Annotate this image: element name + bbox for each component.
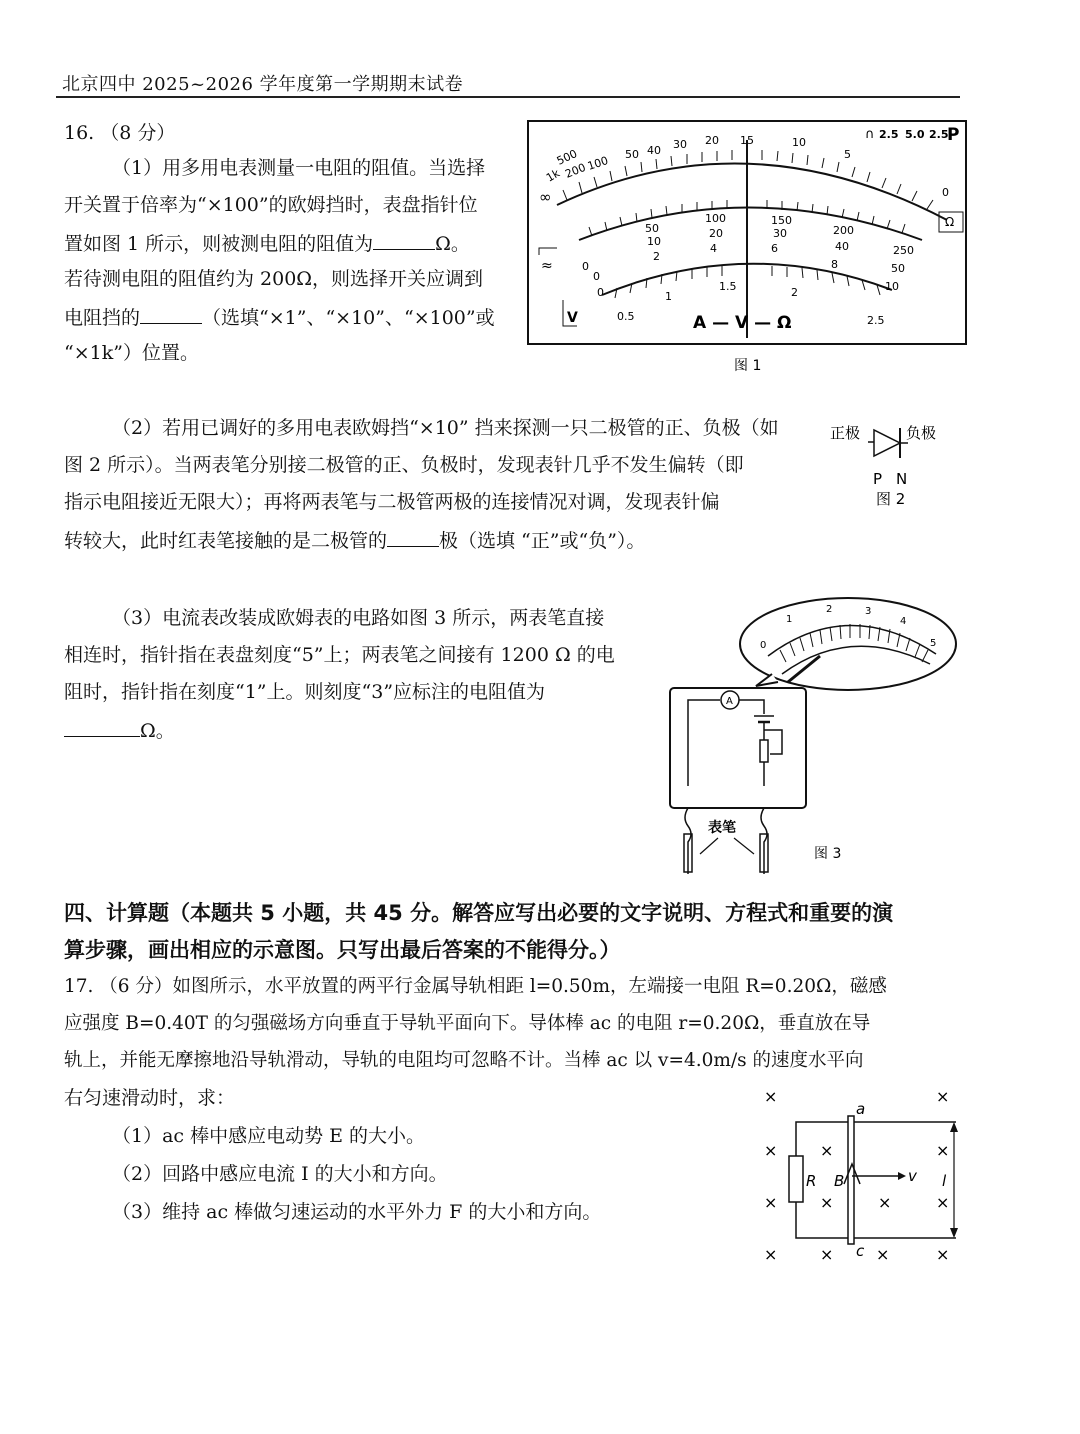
field-cross: ×	[820, 1141, 834, 1160]
page-header: 北京四中 2025~2026 学年度第一学期期末试卷	[62, 74, 464, 95]
dc-tick-label: 0	[582, 260, 589, 273]
field-cross: ×	[936, 1141, 950, 1160]
q17-item2: （2）回路中感应电流 I 的大小和方向。	[112, 1163, 448, 1185]
q17-line4: 右匀速滑动时，求：	[64, 1087, 236, 1109]
dc-tick-label3: 40	[835, 240, 849, 253]
q16-p2-line2: 图 2 所示）。当两表笔分别接二极管的正、负极时，发现表针几乎不发生偏转（即	[64, 454, 744, 476]
section-4-heading-line2: 算步骤，画出相应的示意图。只写出最后答案的不能得分。）	[64, 938, 621, 962]
label-c: c	[856, 1242, 865, 1260]
dc-tick-label: 100	[705, 212, 726, 225]
dial-scale-label: 3	[865, 606, 872, 617]
range-label: P	[947, 125, 960, 145]
figure-3-caption: 图 3	[814, 846, 842, 862]
dc-tick-label2: 0	[593, 270, 600, 283]
ac-tick-label: 0.5	[617, 310, 635, 323]
q17-line2: 应强度 B=0.40T 的匀强磁场方向垂直于导轨平面向下。导体棒 ac 的电阻 r=0.20Ω，垂直放在导	[64, 1013, 871, 1034]
field-cross: ×	[764, 1245, 778, 1264]
q16-number: 16.	[64, 122, 95, 144]
range-label: 5.0	[905, 128, 925, 141]
q16-p1-text: 置如图 1 所示，则被测电阻的阻值为	[64, 233, 374, 255]
field-cross: ×	[936, 1245, 950, 1264]
q16-p1-line6: “×1k”）位置。	[64, 342, 199, 364]
ohm-tick-label: 10	[792, 136, 806, 149]
ohm-tick-label: 20	[705, 134, 719, 147]
ohm-tick-label: 1k	[544, 166, 563, 185]
q16-p3-line1: （3）电流表改装成欧姆表的电路如图 3 所示，两表笔直接	[112, 607, 605, 629]
rheostat-slider	[764, 730, 782, 754]
field-cross: ×	[820, 1193, 834, 1212]
ac-tick-label: 0	[597, 286, 604, 299]
q16-p2-line1: （2）若用已调好的多用电表欧姆挡“×10” 挡来探测一只二极管的正、负极（如	[112, 417, 779, 439]
ohm-tick-label: 0	[942, 186, 949, 199]
ac-tick-label: 1.5	[719, 280, 737, 293]
q16-p2-text4a: 转较大，此时红表笔接触的是二极管的	[64, 530, 388, 552]
q16-p3-line3: 阻时，指针指在刻度“1”上。则刻度“3”应标注的电阻值为	[64, 681, 546, 703]
dc-tick-label: 50	[645, 222, 659, 235]
q16-p1-text5a: 电阻挡的	[64, 307, 141, 329]
ohm-tick-label: 100	[585, 154, 610, 173]
q16-p2-line4	[64, 527, 645, 554]
figure-2-diode	[828, 418, 948, 518]
inductance-icon: ∩	[865, 127, 875, 142]
mode-label: A — V — Ω	[693, 313, 792, 333]
ac-tick-label: 2	[791, 286, 798, 299]
q17-item3: （3）维持 ac 棒做匀速运动的水平外力 F 的大小和方向。	[112, 1201, 602, 1223]
field-cross: ×	[936, 1193, 950, 1212]
q16-p3-line2: 相连时，指针指在表盘刻度“5”上；两表笔之间接有 1200 Ω 的电	[64, 644, 615, 666]
figure-1-caption: 图 1	[734, 358, 762, 374]
section-4-heading-line1: 四、计算题（本题共 5 小题，共 45 分。解答应写出必要的文字说明、方程式和重要的演	[64, 901, 894, 925]
ac-bracket	[539, 248, 557, 255]
dc-tick-label2: 8	[831, 258, 838, 271]
answer-blank-range[interactable]	[140, 304, 202, 324]
q16-p3-unit: Ω。	[140, 720, 175, 742]
ohm-scale-arc	[557, 160, 947, 220]
circuit-wire	[688, 700, 720, 786]
q16-p1-text5b: （选填“×1”、“×10”、“×100”或	[202, 307, 495, 329]
q16-p1-unit: Ω。	[435, 233, 470, 255]
label-B: B	[834, 1172, 845, 1190]
probe-pointer	[734, 838, 754, 854]
dial-scale-label: 5	[930, 638, 937, 649]
negative-label: 负极	[906, 424, 937, 442]
conductor-rod-ac	[848, 1116, 854, 1244]
dc-tick-label3: 30	[773, 227, 787, 240]
q16-title	[64, 121, 175, 146]
figure-1-multimeter-dial	[527, 120, 967, 375]
probe-pointer	[700, 838, 718, 854]
test-lead-right	[761, 808, 767, 874]
dial-scale-label: 1	[786, 614, 793, 625]
field-cross: ×	[820, 1245, 834, 1264]
dc-tick-label: 200	[833, 224, 854, 237]
q17-line1: 17. （6 分）如图所示，水平放置的两平行金属导轨相距 l=0.50m，左端接一电阻 R=0.20Ω，磁感	[64, 976, 887, 997]
ohm-unit-label: Ω	[945, 215, 955, 229]
range-label: 2.5	[879, 128, 899, 141]
velocity-arrowhead	[898, 1172, 906, 1180]
dc-tick-label3: 50	[891, 262, 905, 275]
label-l: l	[942, 1172, 947, 1190]
label-a: a	[856, 1100, 866, 1118]
dc-tick-label: 250	[893, 244, 914, 257]
dc-tick-label: 150	[771, 214, 792, 227]
v-symbol: V	[567, 310, 578, 326]
q16-p2-text4b: 极（选填 “正”或“负”）。	[439, 530, 646, 552]
dc-tick-label2: 6	[771, 242, 778, 255]
bubble-tail	[756, 674, 778, 686]
dc-tick-label2: 4	[710, 242, 717, 255]
answer-blank-scale3[interactable]	[64, 717, 140, 737]
q16-p1-line2: 开关置于倍率为“×100”的欧姆挡时，表盘指针位	[64, 194, 478, 216]
dc-tick-label2: 10	[885, 280, 899, 293]
dc-tick-label: 10	[647, 235, 661, 248]
ohm-tick-label: 200	[563, 160, 588, 181]
dimension-arrow-top	[950, 1122, 958, 1132]
ohm-tick-label: 50	[625, 148, 639, 161]
label-v: v	[908, 1167, 917, 1185]
field-cross: ×	[764, 1141, 778, 1160]
ac-tick-label: 2.5	[867, 314, 885, 327]
dc-tick-label3: 20	[709, 227, 723, 240]
field-cross: ×	[764, 1087, 778, 1106]
figure-2-caption: 图 2	[876, 490, 906, 508]
probe-label: 表笔	[708, 820, 736, 836]
q17-line3: 轨上，并能无摩擦地沿导轨滑动，导轨的电阻均可忽略不计。当棒 ac 以 v=4.0m/s 的速度水平向	[64, 1050, 864, 1071]
ohm-tick-label: 30	[673, 138, 687, 151]
ohm-tick-label: 40	[647, 144, 661, 157]
answer-blank-resistance[interactable]	[373, 230, 435, 250]
ac-symbol: ≈	[541, 258, 553, 274]
dial-ticks	[780, 624, 928, 662]
field-cross: ×	[936, 1087, 950, 1106]
meter-case	[670, 688, 806, 808]
figure-3-ohmmeter-circuit	[660, 596, 960, 886]
rheostat-icon	[760, 740, 768, 762]
resistor-R	[789, 1156, 803, 1202]
diode-triangle	[874, 430, 900, 456]
dial-scale-label: 4	[900, 616, 907, 627]
range-label: 2.5	[929, 128, 949, 141]
circuit-wire	[739, 700, 764, 714]
ohm-tick-label: 500	[554, 147, 580, 168]
field-cross: ×	[878, 1193, 892, 1212]
q16-p1-line4: 若待测电阻的阻值约为 200Ω，则选择开关应调到	[64, 268, 484, 290]
field-cross: ×	[764, 1193, 778, 1212]
q16-p3-line4	[64, 717, 175, 744]
ammeter-label: A	[726, 696, 733, 707]
positive-label: 正极	[830, 424, 861, 442]
dial-scale-label: 0	[760, 640, 767, 651]
q16-p2-line3: 指示电阻接近无限大）；再将两表笔与二极管两极的连接情况对调，发现表针偏	[64, 491, 720, 513]
p-label: P	[873, 470, 883, 488]
ohm-tick-label: 15	[740, 134, 754, 147]
metal-rails	[796, 1122, 956, 1238]
answer-blank-polarity[interactable]	[387, 527, 439, 547]
dial-scale-label: 2	[826, 604, 833, 615]
q17-rail-figure	[756, 1080, 966, 1270]
dimension-arrow-bottom	[950, 1228, 958, 1238]
q16-score: （8 分）	[100, 122, 176, 144]
n-label: N	[896, 470, 908, 488]
label-R: R	[806, 1172, 817, 1190]
field-cross: ×	[876, 1245, 890, 1264]
dc-scale-arc	[579, 208, 922, 241]
q16-p1-line5	[64, 304, 495, 331]
header-divider	[56, 96, 960, 98]
test-lead-left	[685, 808, 691, 874]
q17-item1: （1）ac 棒中感应电动势 E 的大小。	[112, 1125, 426, 1147]
q16-p1-line3	[64, 230, 470, 257]
q16-p1-line1: （1）用多用电表测量一电阻的阻值。当选择	[112, 157, 486, 179]
ohm-tick-label: 5	[844, 148, 851, 161]
ac-tick-label: 1	[665, 290, 672, 303]
dc-tick-label2: 2	[653, 250, 660, 263]
ohm-tick-label: ∞	[539, 188, 552, 206]
